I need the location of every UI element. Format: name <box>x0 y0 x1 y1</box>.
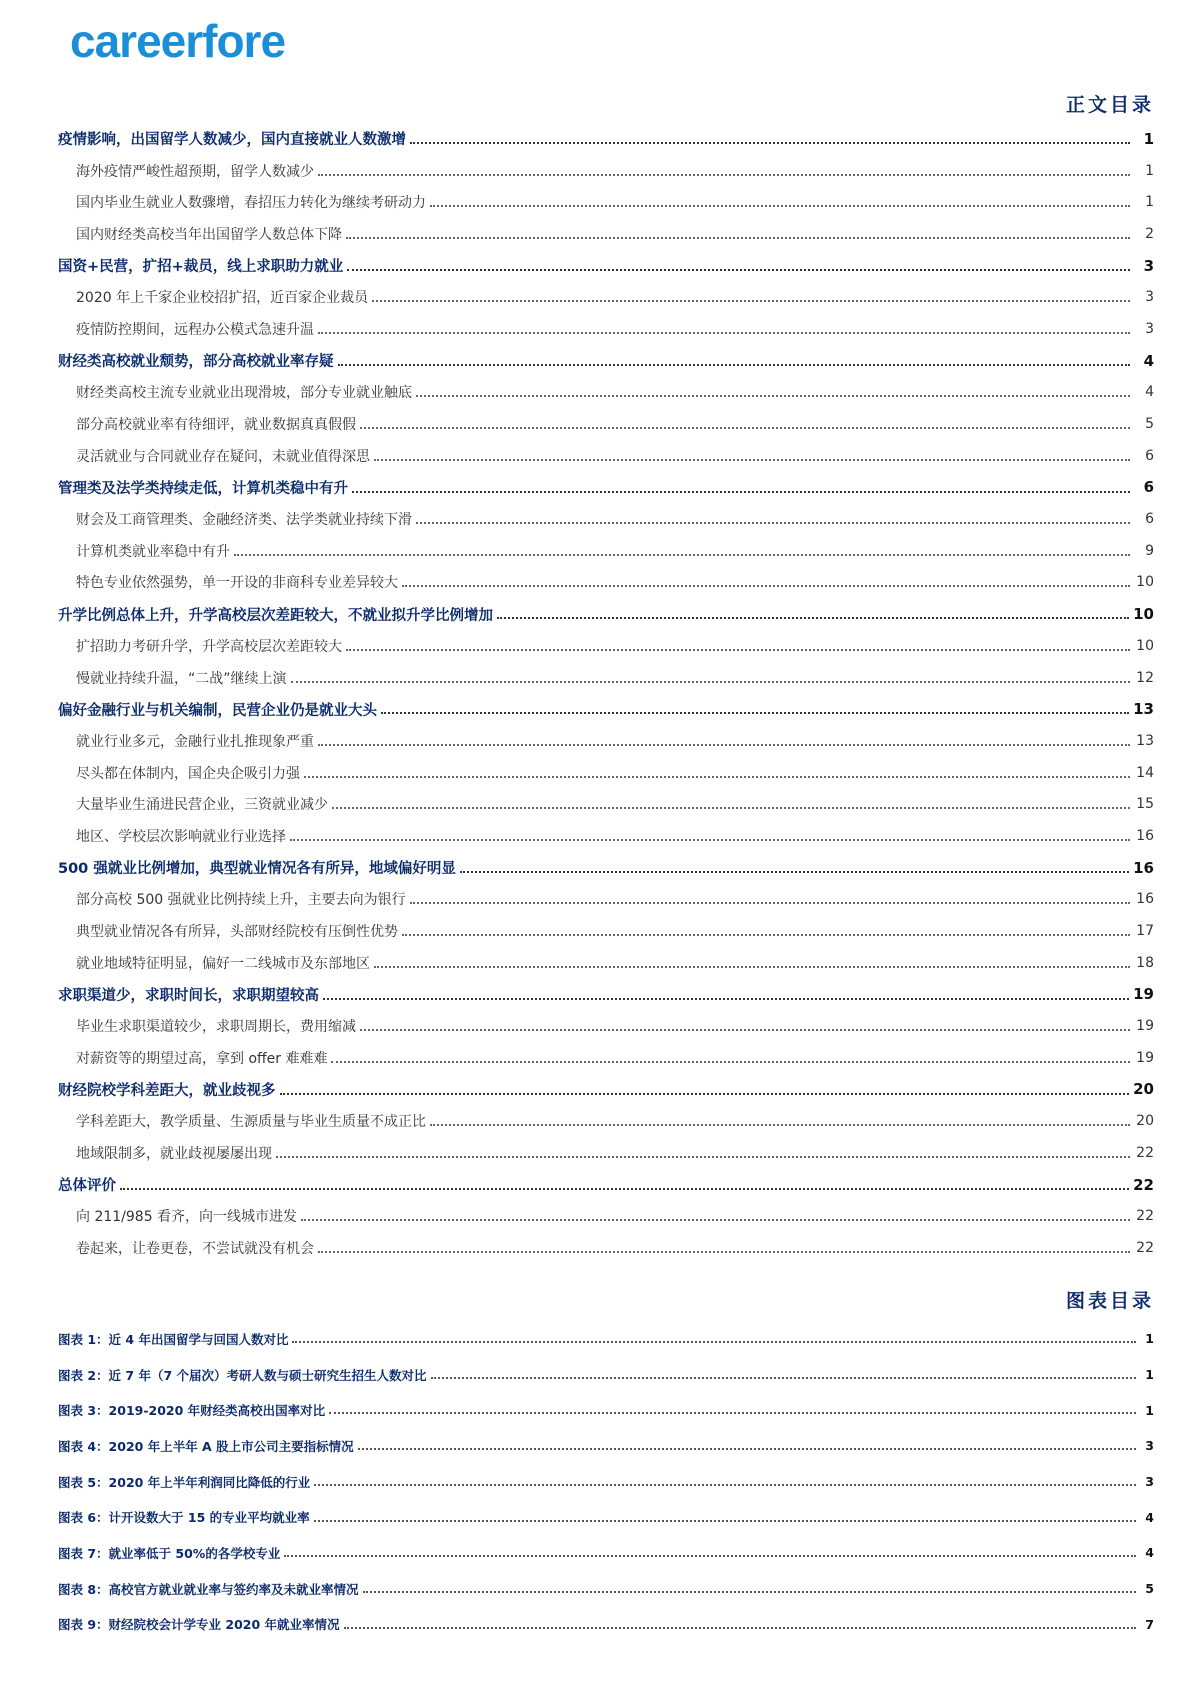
dot-leader <box>318 1237 1130 1253</box>
figure-page-number: 4 <box>1145 1509 1154 1525</box>
figure-page-number: 1 <box>1145 1331 1154 1347</box>
dot-leader <box>290 825 1130 841</box>
toc-page-number: 22 <box>1136 1144 1154 1161</box>
toc-entry-text: 计算机类就业率稳中有升 <box>76 543 230 560</box>
toc-chapter-link[interactable] <box>58 123 1154 155</box>
dot-leader <box>323 983 1129 1000</box>
figure-entry-link[interactable] <box>58 1464 1154 1500</box>
figure-page-number: 7 <box>1145 1616 1154 1632</box>
dot-leader <box>331 1047 1130 1063</box>
toc-entry-text: 灵活就业与合同就业存在疑问，未就业值得深思 <box>76 448 370 465</box>
toc-entry-text: 2020 年上千家企业校招扩招，近百家企业裁员 <box>76 290 369 307</box>
figure-page-number: 5 <box>1145 1581 1154 1597</box>
dot-leader <box>284 1543 1136 1558</box>
toc-page-number: 18 <box>1136 954 1154 971</box>
toc-page-number: 14 <box>1136 764 1154 781</box>
toc-list <box>58 123 1154 1264</box>
toc-page-number: 12 <box>1136 669 1154 686</box>
toc-page-number: 22 <box>1136 1208 1154 1225</box>
toc-entry-text: 学科差距大，教学质量、生源质量与毕业生质量不成正比 <box>76 1114 426 1131</box>
toc-page-number: 9 <box>1145 542 1154 559</box>
dot-leader <box>430 1110 1130 1126</box>
dot-leader <box>416 508 1130 524</box>
toc-entry-text: 海外疫情严峻性超预期，留学人数减少 <box>76 163 314 180</box>
toc-section-link[interactable] <box>58 155 1154 187</box>
figure-entry-link[interactable] <box>58 1607 1154 1643</box>
toc-page-number: 4 <box>1145 384 1154 401</box>
figure-entry-link[interactable] <box>58 1535 1154 1571</box>
toc-section-link[interactable] <box>58 662 1154 694</box>
toc-section-link[interactable] <box>58 313 1154 345</box>
toc-page-number: 2 <box>1145 225 1154 242</box>
toc-entry-text: 部分高校就业率有待细评，就业数据真真假假 <box>76 417 356 434</box>
toc-page-number: 17 <box>1136 923 1154 940</box>
toc-entry-text: 财经院校学科差距大，就业歧视多 <box>58 1082 276 1099</box>
dot-leader <box>410 128 1130 145</box>
toc-page-number: 22 <box>1133 1175 1154 1194</box>
dot-leader <box>314 1507 1136 1522</box>
toc-page-number: 3 <box>1145 289 1154 306</box>
toc-page-number: 15 <box>1136 796 1154 813</box>
toc-entry-text: 疫情影响，出国留学人数减少，国内直接就业人数激增 <box>58 132 406 149</box>
figure-entry-link[interactable] <box>58 1428 1154 1464</box>
toc-section-link[interactable] <box>58 1010 1154 1042</box>
dot-leader <box>304 762 1130 778</box>
toc-chapter-link[interactable] <box>58 250 1154 282</box>
figure-entry-text: 图表 8：高校官方就业就业率与签约率及未就业率情况 <box>58 1581 359 1597</box>
toc-page-number: 10 <box>1136 574 1154 591</box>
dot-leader <box>402 571 1130 587</box>
toc-section-link[interactable] <box>58 567 1154 599</box>
toc-section-link[interactable] <box>58 884 1154 916</box>
toc-section-link[interactable] <box>58 186 1154 218</box>
toc-entry-text: 卷起来，让卷更卷，不尝试就没有机会 <box>76 1240 314 1257</box>
toc-page-number: 20 <box>1136 1113 1154 1130</box>
toc-entry-text: 尽头都在体制内，国企央企吸引力强 <box>76 765 300 782</box>
toc-chapter-link[interactable] <box>58 979 1154 1011</box>
toc-section-link[interactable] <box>58 1105 1154 1137</box>
toc-entry-text: 国资+民营，扩招+裁员，线上求职助力就业 <box>58 259 344 276</box>
toc-section-link[interactable] <box>58 377 1154 409</box>
figure-list <box>58 1321 1154 1642</box>
dot-leader <box>301 1205 1130 1221</box>
toc-section-link[interactable] <box>58 440 1154 472</box>
toc-section-link[interactable] <box>58 630 1154 662</box>
dot-leader <box>318 730 1130 746</box>
figure-entry-text: 图表 4：2020 年上半年 A 股上市公司主要指标情况 <box>58 1438 354 1454</box>
figure-page-number: 4 <box>1145 1545 1154 1561</box>
figure-entry-text: 图表 3：2019-2020 年财经类高校出国率对比 <box>58 1403 326 1419</box>
dot-leader <box>372 286 1130 302</box>
dot-leader <box>338 349 1131 366</box>
dot-leader <box>314 1471 1136 1486</box>
figure-entry-link[interactable] <box>58 1571 1154 1607</box>
toc-page-number: 4 <box>1143 351 1154 370</box>
toc-page-number: 19 <box>1136 1049 1154 1066</box>
toc-entry-text: 升学比例总体上升，升学高校层次差距较大，不就业拟升学比例增加 <box>58 607 493 624</box>
toc-section-link[interactable] <box>58 915 1154 947</box>
toc-section-link[interactable] <box>58 1232 1154 1264</box>
dot-leader <box>358 1436 1136 1451</box>
dot-leader <box>416 381 1130 397</box>
dot-leader <box>363 1578 1136 1593</box>
toc-section-link[interactable] <box>58 820 1154 852</box>
toc-page-number: 20 <box>1133 1080 1154 1099</box>
figure-page-number: 1 <box>1145 1367 1154 1383</box>
toc-section-link[interactable] <box>58 725 1154 757</box>
figure-page-number: 1 <box>1145 1402 1154 1418</box>
toc-entry-text: 地域限制多，就业歧视屡屡出现 <box>76 1145 272 1162</box>
dot-leader <box>374 952 1130 968</box>
toc-page-number: 3 <box>1145 320 1154 337</box>
dot-leader <box>381 698 1129 715</box>
toc-entry-text: 典型就业情况各有所异，头部财经院校有压倒性优势 <box>76 924 398 941</box>
toc-page-number: 19 <box>1133 985 1154 1004</box>
figure-list-title: 图表目录 <box>1065 1290 1154 1312</box>
dot-leader <box>318 318 1130 334</box>
toc-entry-text: 大量毕业生涌进民营企业，三资就业减少 <box>76 797 328 814</box>
toc-entry-text: 偏好金融行业与机关编制，民营企业仍是就业大头 <box>58 702 377 719</box>
toc-entry-text: 部分高校 500 强就业比例持续上升，主要去向为银行 <box>76 892 406 909</box>
toc-page-number: 10 <box>1136 637 1154 654</box>
dot-leader <box>292 1329 1136 1344</box>
figure-entry-text: 图表 5：2020 年上半年利润同比降低的行业 <box>58 1474 311 1490</box>
toc-entry-text: 求职渠道少，求职时间长，求职期望较高 <box>58 987 319 1004</box>
toc-title: 正文目录 <box>1065 94 1154 116</box>
dot-leader <box>374 445 1130 461</box>
dot-leader <box>346 223 1130 239</box>
dot-leader <box>347 254 1130 271</box>
dot-leader <box>291 667 1130 683</box>
toc-chapter-link[interactable] <box>58 693 1154 725</box>
toc-chapter-link[interactable] <box>58 345 1154 377</box>
toc-entry-text: 500 强就业比例增加，典型就业情况各有所异，地域偏好明显 <box>58 861 456 878</box>
toc-section-link[interactable] <box>58 1042 1154 1074</box>
figure-page-number: 3 <box>1145 1438 1154 1454</box>
figure-page-number: 3 <box>1145 1474 1154 1490</box>
dot-leader <box>410 888 1130 904</box>
careerfore-logo: careerfore <box>70 15 286 67</box>
figure-entry-link[interactable] <box>58 1392 1154 1428</box>
toc-entry-text: 向 211/985 看齐，向一线城市进发 <box>76 1209 298 1226</box>
toc-entry-text: 就业行业多元，金融行业扎推现象严重 <box>76 733 314 750</box>
toc-chapter-link[interactable] <box>58 1074 1154 1106</box>
toc-page-number: 16 <box>1136 827 1154 844</box>
toc-chapter-link[interactable] <box>58 598 1154 630</box>
figure-entry-text: 图表 9：财经院校会计学专业 2020 年就业率情况 <box>58 1617 340 1633</box>
toc-entry-text: 财会及工商管理类、金融经济类、法学类就业持续下滑 <box>76 512 412 529</box>
toc-entry-text: 财经类高校主流专业就业出现滑坡，部分专业就业触底 <box>76 385 412 402</box>
dot-leader <box>497 603 1129 620</box>
figure-entry-text: 图表 2：近 7 年（7 个届次）考研人数与硕士研究生招生人数对比 <box>58 1367 427 1383</box>
toc-entry-text: 扩招助力考研升学，升学高校层次差距较大 <box>76 638 342 655</box>
dot-leader <box>460 856 1129 873</box>
toc-page-number: 13 <box>1136 732 1154 749</box>
toc-section-link[interactable] <box>58 757 1154 789</box>
figure-entry-text: 图表 1：近 4 年出国留学与回国人数对比 <box>58 1331 289 1347</box>
toc-entry-text: 疫情防控期间，远程办公模式急速升温 <box>76 321 314 338</box>
figure-entry-text: 图表 7：就业率低于 50%的各学校专业 <box>58 1545 281 1561</box>
toc-entry-text: 特色专业依然强势，单一开设的非商科专业差异较大 <box>76 575 398 592</box>
toc-page-number: 10 <box>1133 605 1154 624</box>
dot-leader <box>402 920 1130 936</box>
dot-leader <box>318 160 1130 176</box>
dot-leader <box>360 1015 1130 1031</box>
toc-entry-text: 国内财经类高校当年出国留学人数总体下降 <box>76 226 342 243</box>
dot-leader <box>360 413 1130 429</box>
toc-section-link[interactable] <box>58 788 1154 820</box>
dot-leader <box>234 540 1130 556</box>
toc-section-link[interactable] <box>58 503 1154 535</box>
dot-leader <box>276 1142 1130 1158</box>
dot-leader <box>329 1400 1136 1415</box>
toc-chapter-link[interactable] <box>58 852 1154 884</box>
figure-entry-link[interactable] <box>58 1499 1154 1535</box>
dot-leader <box>431 1364 1136 1379</box>
toc-entry-text: 国内毕业生就业人数骤增，春招压力转化为继续考研动力 <box>76 195 426 212</box>
toc-page-number: 16 <box>1133 858 1154 877</box>
toc-page-number: 6 <box>1145 511 1154 528</box>
toc-section-link[interactable] <box>58 947 1154 979</box>
dot-leader <box>280 1078 1130 1095</box>
dot-leader <box>346 635 1130 651</box>
toc-entry-text: 就业地域特征明显，偏好一二线城市及东部地区 <box>76 955 370 972</box>
toc-entry-text: 地区、学校层次影响就业行业选择 <box>76 828 286 845</box>
toc-section-link[interactable] <box>58 218 1154 250</box>
toc-section-link[interactable] <box>58 1137 1154 1169</box>
figure-entry-text: 图表 6：计开设数大于 15 的专业平均就业率 <box>58 1510 310 1526</box>
toc-section-link[interactable] <box>58 281 1154 313</box>
figure-entry-link[interactable] <box>58 1321 1154 1357</box>
toc-page-number: 13 <box>1133 700 1154 719</box>
toc-chapter-link[interactable] <box>58 472 1154 504</box>
toc-page-number: 1 <box>1145 194 1154 211</box>
dot-leader <box>352 476 1130 493</box>
toc-entry-text: 管理类及法学类持续走低，计算机类稳中有升 <box>58 480 348 497</box>
toc-page-number: 16 <box>1136 891 1154 908</box>
toc-entry-text: 财经类高校就业颓势，部分高校就业率存疑 <box>58 354 334 371</box>
toc-entry-text: 总体评价 <box>58 1178 116 1195</box>
toc-page-number: 1 <box>1145 162 1154 179</box>
toc-entry-text: 对薪资等的期望过高，拿到 offer 难难难 <box>76 1050 328 1067</box>
figure-entry-link[interactable] <box>58 1357 1154 1393</box>
toc-page-number: 3 <box>1143 256 1154 275</box>
toc-page-number: 19 <box>1136 1018 1154 1035</box>
toc-section-link[interactable] <box>58 408 1154 440</box>
dot-leader <box>344 1614 1136 1629</box>
toc-section-link[interactable] <box>58 535 1154 567</box>
dot-leader <box>120 1173 1129 1190</box>
toc-page-number: 6 <box>1143 478 1154 497</box>
toc-entry-text: 慢就业持续升温，“二战”继续上演 <box>76 670 287 687</box>
toc-chapter-link[interactable] <box>58 1169 1154 1201</box>
dot-leader <box>430 191 1130 207</box>
toc-entry-text: 毕业生求职渠道较少，求职周期长，费用缩减 <box>76 1019 356 1036</box>
toc-section-link[interactable] <box>58 1200 1154 1232</box>
toc-page-number: 6 <box>1145 447 1154 464</box>
toc-page-number: 22 <box>1136 1239 1154 1256</box>
toc-page-number: 5 <box>1145 416 1154 433</box>
dot-leader <box>332 793 1130 809</box>
toc-page-number: 1 <box>1143 129 1154 148</box>
